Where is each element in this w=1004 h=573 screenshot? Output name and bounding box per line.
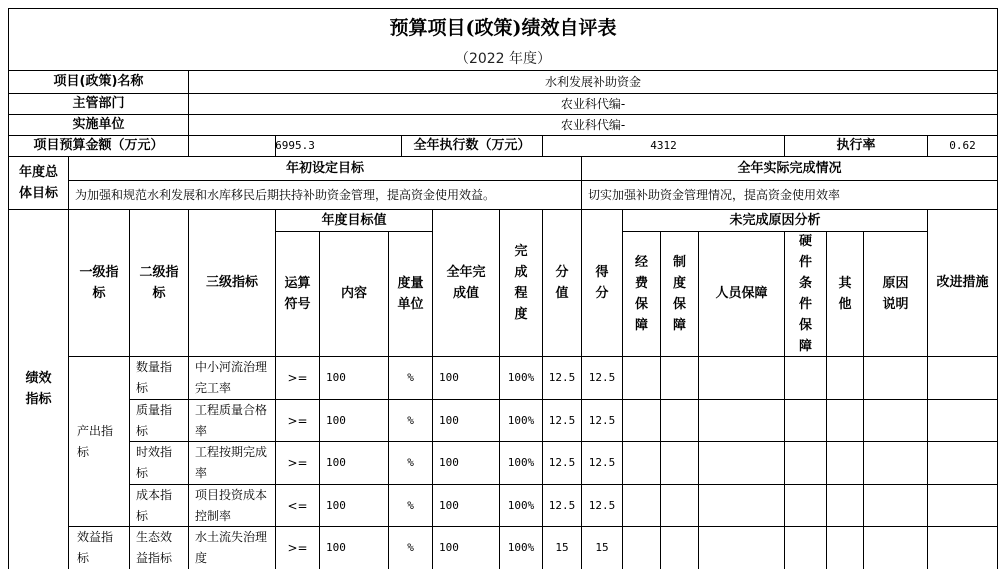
score-cell: 12.5 bbox=[548, 413, 576, 427]
op-cell: >= bbox=[287, 456, 308, 470]
done-cell: 100 bbox=[439, 371, 459, 384]
improve-header: 改进措施 bbox=[936, 275, 989, 290]
degree-cell: 100% bbox=[507, 413, 535, 427]
exec-label: 全年执行数（万元） bbox=[413, 138, 531, 153]
op-cell: >= bbox=[287, 371, 308, 385]
level3-cell: 工程按期完成率 bbox=[195, 445, 268, 480]
level3-cell: 中小河流治理完工率 bbox=[195, 360, 268, 395]
reason-desc-header: 原因说明 bbox=[882, 276, 909, 312]
impl-unit-value: 农业科代编- bbox=[560, 118, 626, 132]
score-cell: 12.5 bbox=[548, 498, 576, 512]
budget-value: 6995.3 bbox=[275, 139, 315, 152]
degree-header: 完成程度 bbox=[514, 244, 528, 322]
degree-cell: 100% bbox=[507, 498, 535, 512]
year-subtitle: （2022 年度） bbox=[454, 50, 552, 67]
reason-group-header: 未完成原因分析 bbox=[729, 212, 821, 228]
unit-header: 度量单位 bbox=[397, 276, 424, 312]
level2-header: 二级指标 bbox=[139, 265, 179, 301]
personnel-header: 人员保障 bbox=[715, 286, 768, 301]
rate-value: 0.62 bbox=[949, 139, 976, 152]
exec-value: 4312 bbox=[650, 139, 677, 152]
got-cell: 12.5 bbox=[588, 456, 616, 469]
done-header: 全年完成值 bbox=[446, 265, 486, 301]
dept-label: 主管部门 bbox=[72, 96, 125, 111]
degree-cell: 100% bbox=[507, 540, 535, 554]
actual-goal-header: 全年实际完成情况 bbox=[737, 160, 842, 176]
level1-output: 产出指标 bbox=[77, 423, 114, 459]
op-cell: >= bbox=[287, 540, 308, 555]
level2-cell: 生态效益指标 bbox=[136, 529, 173, 565]
perf-indicator-label: 绩效指标 bbox=[25, 371, 52, 407]
content-cell: 100 bbox=[326, 540, 346, 554]
content-header: 内容 bbox=[340, 286, 367, 301]
initial-goal-text: 为加强和规范水利发展和水库移民后期扶持补助资金管理，提高资金使用效益。 bbox=[75, 188, 496, 202]
level2-cell: 时效指标 bbox=[136, 445, 173, 480]
score-header: 分值 bbox=[555, 265, 569, 301]
score-cell: 12.5 bbox=[548, 371, 576, 384]
page-title: 预算项目(政策)绩效自评表 bbox=[389, 16, 617, 39]
unit-cell: % bbox=[407, 413, 414, 427]
level2-cell: 数量指标 bbox=[136, 360, 173, 395]
got-cell: 12.5 bbox=[588, 413, 616, 427]
level3-cell: 工程质量合格率 bbox=[195, 402, 268, 438]
annual-goal-label: 年度总体目标 bbox=[18, 165, 58, 201]
initial-goal-header: 年初设定目标 bbox=[285, 160, 364, 176]
hardware-header: 硬件条件保障 bbox=[799, 234, 813, 354]
got-cell: 12.5 bbox=[588, 498, 616, 512]
level2-cell: 成本指标 bbox=[136, 487, 173, 523]
done-cell: 100 bbox=[439, 540, 459, 554]
level3-header: 三级指标 bbox=[205, 275, 258, 290]
level3-cell: 水土流失治理度 bbox=[195, 529, 268, 565]
system-header: 制度保障 bbox=[673, 255, 687, 333]
level2-cell: 质量指标 bbox=[136, 402, 173, 438]
score-cell: 12.5 bbox=[548, 456, 576, 469]
got-header: 得分 bbox=[595, 265, 609, 301]
unit-cell: % bbox=[407, 540, 414, 554]
op-cell: >= bbox=[287, 413, 308, 428]
op-cell: <= bbox=[287, 498, 308, 513]
project-name-value: 水利发展补助资金 bbox=[544, 75, 641, 89]
done-cell: 100 bbox=[439, 413, 459, 427]
content-cell: 100 bbox=[326, 371, 346, 384]
content-cell: 100 bbox=[326, 456, 346, 469]
project-name-label: 项目(政策)名称 bbox=[53, 74, 144, 89]
got-cell: 15 bbox=[595, 540, 609, 554]
op-header: 运算符号 bbox=[284, 276, 311, 312]
level1-header: 一级指标 bbox=[79, 265, 119, 301]
unit-cell: % bbox=[407, 371, 414, 384]
got-cell: 12.5 bbox=[588, 371, 616, 384]
target-group-header: 年度目标值 bbox=[321, 212, 387, 228]
done-cell: 100 bbox=[439, 498, 459, 512]
other-header: 其他 bbox=[838, 276, 852, 312]
score-cell: 15 bbox=[555, 540, 569, 554]
budget-label: 项目预算金额（万元） bbox=[33, 138, 164, 153]
degree-cell: 100% bbox=[507, 371, 535, 384]
content-cell: 100 bbox=[326, 498, 346, 512]
done-cell: 100 bbox=[439, 456, 459, 469]
unit-cell: % bbox=[407, 498, 414, 512]
actual-goal-text: 切实加强补助资金管理情况，提高资金使用效率 bbox=[588, 188, 841, 202]
degree-cell: 100% bbox=[507, 456, 535, 469]
level1-benefit: 效益指标 bbox=[77, 529, 114, 565]
funding-header: 经费保障 bbox=[635, 255, 649, 333]
unit-cell: % bbox=[407, 456, 414, 469]
dept-value: 农业科代编- bbox=[560, 97, 626, 111]
impl-unit-label: 实施单位 bbox=[72, 117, 125, 132]
content-cell: 100 bbox=[326, 413, 346, 427]
level3-cell: 项目投资成本控制率 bbox=[195, 487, 268, 523]
rate-label: 执行率 bbox=[836, 138, 876, 153]
